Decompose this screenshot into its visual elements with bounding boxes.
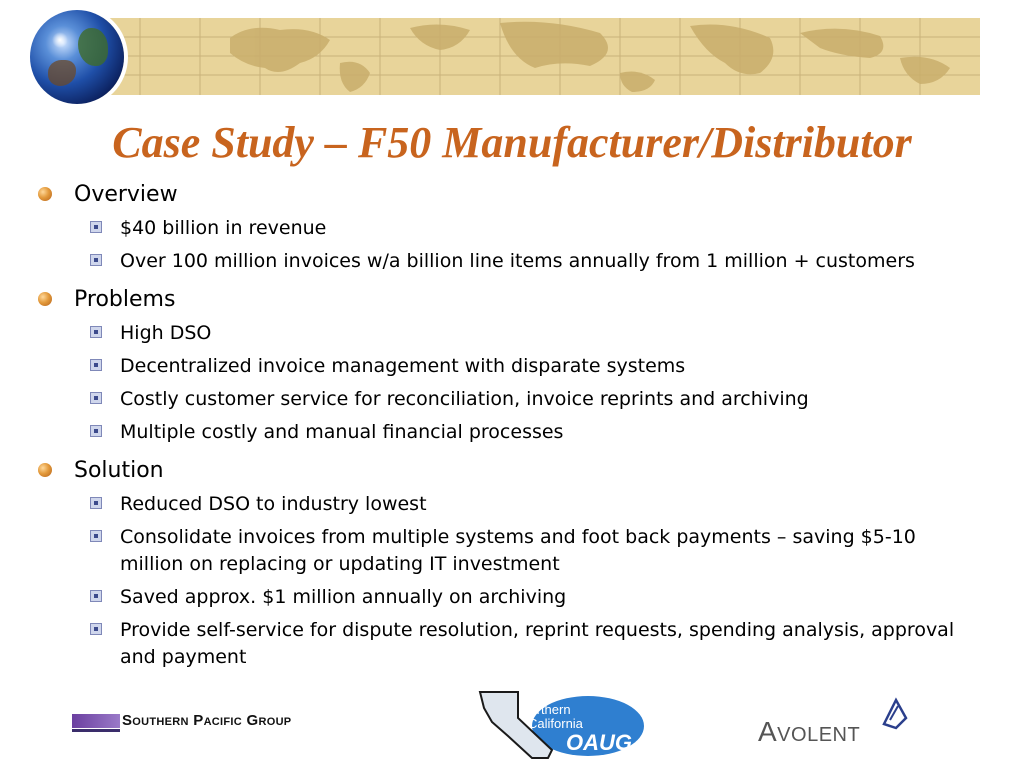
list-item-text: High DSO [120,322,212,344]
world-map-icon [80,18,980,95]
square-bullet-icon [90,623,102,635]
section-heading-text: Overview [74,182,178,207]
list-item-text: Over 100 million invoices w/a billion line items annually from 1 million + customers [120,250,915,272]
square-bullet-icon [90,326,102,338]
southern-pacific-group-logo [72,712,362,734]
list-item-text: $40 billion in revenue [120,217,327,239]
section-heading-text: Problems [74,287,176,312]
bullet-content [38,178,978,671]
world-map-banner [80,18,980,95]
square-bullet-icon [90,530,102,542]
square-bullet-icon [90,590,102,602]
square-bullet-icon [90,392,102,404]
spg-logo-bar [72,714,120,728]
section-heading-solution [38,456,978,485]
orange-sphere-icon [38,292,52,306]
orange-sphere-icon [38,463,52,477]
list-item [38,584,978,611]
list-item-text: Saved approx. $1 million annually on archiving [120,586,567,608]
page-title: Case Study – F50 Manufacturer/Distributor [112,118,912,167]
oaug-logo-line3: OAUG [566,730,632,755]
list-item [38,617,978,671]
oaug-logo-line2: California [528,716,583,731]
square-bullet-icon [90,254,102,266]
list-item [38,386,978,413]
oaug-logo-line1: Northern [520,702,571,717]
list-item-text: Decentralized invoice management with disparate systems [120,355,686,377]
diamond-icon [876,694,916,734]
list-item-text: Multiple costly and manual financial processes [120,421,564,443]
square-bullet-icon [90,497,102,509]
avolent-logo [758,694,918,754]
list-item [38,524,978,578]
section-heading-overview [38,180,978,209]
square-bullet-icon [90,425,102,437]
avolent-logo-text: Avolent [758,716,861,747]
list-item [38,215,978,242]
list-item [38,419,978,446]
square-bullet-icon [90,221,102,233]
orange-sphere-icon [38,187,52,201]
list-item-text: Consolidate invoices from multiple systems and foot back payments – saving $5-10 million on replacing or updating IT investment [120,526,916,575]
list-item [38,248,978,275]
list-item [38,353,978,380]
list-item [38,320,978,347]
list-item-text: Reduced DSO to industry lowest [120,493,427,515]
northern-california-oaug-logo [478,688,648,760]
globe-icon [30,10,124,104]
square-bullet-icon [90,359,102,371]
section-heading-problems [38,285,978,314]
list-item-text: Costly customer service for reconciliation, invoice reprints and archiving [120,388,809,410]
list-item-text: Provide self-service for dispute resolution, reprint requests, spending analysis, approval and payment [120,619,955,668]
list-item [38,491,978,518]
spg-logo-underline [72,729,120,732]
section-heading-text: Solution [74,458,164,483]
spg-logo-text: Southern Pacific Group [122,712,292,729]
